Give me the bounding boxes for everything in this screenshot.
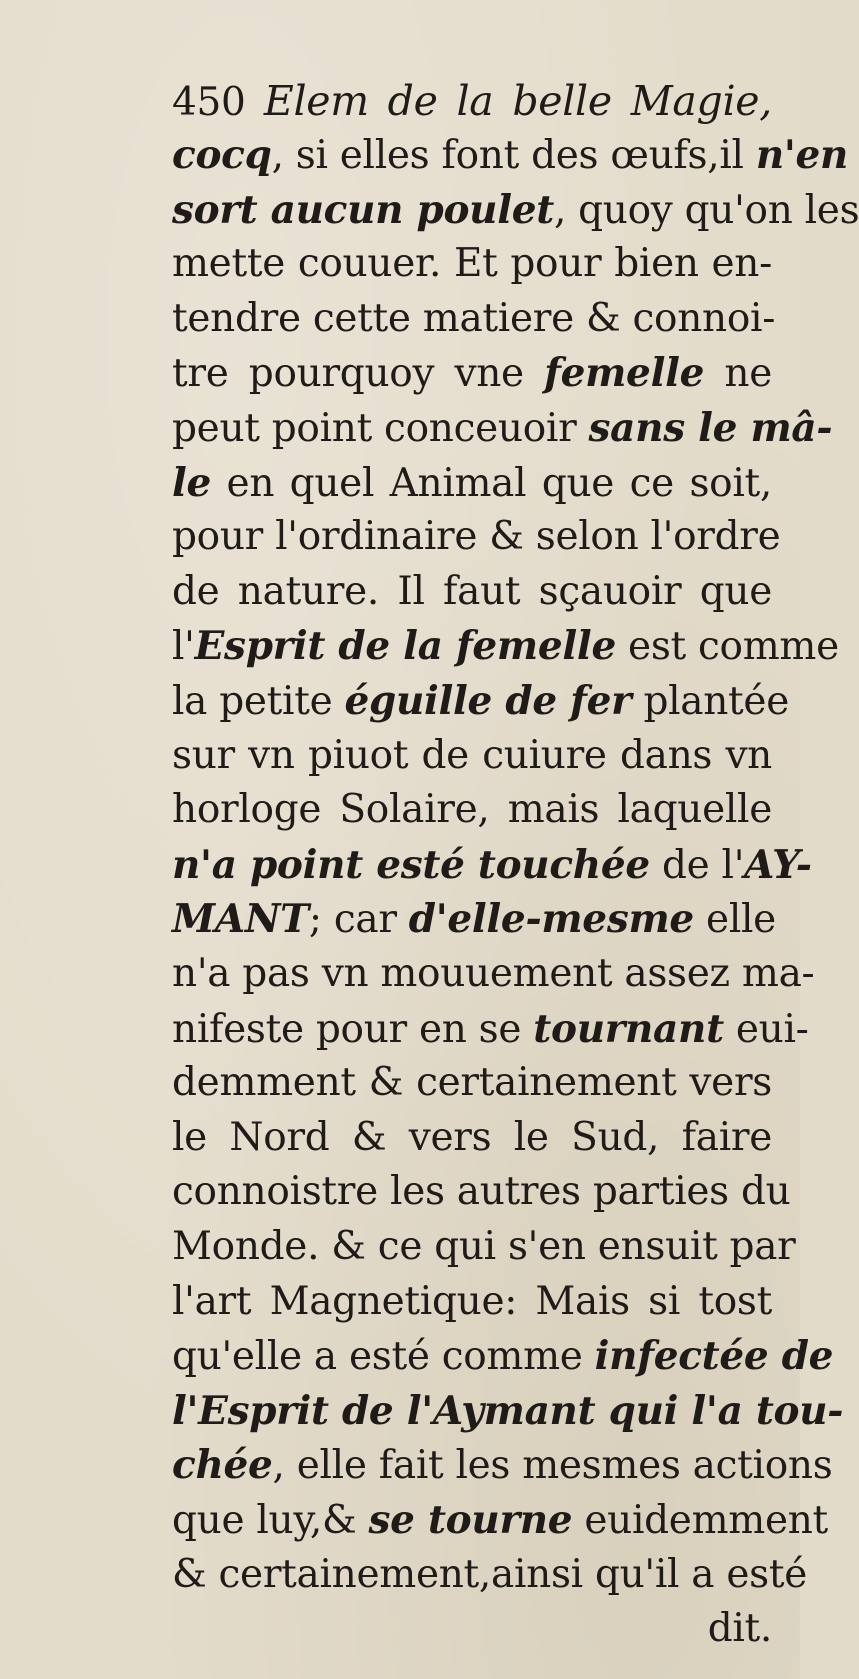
text-segment: peut point conceuoir [172,406,589,451]
page-number: 450 [172,80,246,125]
text-segment: la petite [172,679,345,724]
page-header [172,72,772,130]
text-segment: , elle fait les mesmes actions [272,1443,833,1489]
text-segment: de nature. Il faut sçauoir que [172,568,772,614]
text-segment: , quoy qu'on les [553,187,859,233]
italic-segment: n'en [755,132,849,178]
text-segment: demment & certainement vers [172,1060,772,1106]
text-line [172,1109,772,1167]
text-segment: de l' [649,842,745,888]
text-line [172,1546,807,1604]
text-line [172,126,849,184]
running-title: Elem de la belle Magie, [263,77,772,125]
text-line [172,672,789,730]
italic-segment: cocq [172,132,272,178]
text-segment: mette couuer. Et pour bien en- [172,241,772,287]
italic-segment: se tourne [368,1497,573,1543]
text-segment: eui- [723,1006,809,1052]
text-segment: sur vn piuot de cuiure dans vn [172,732,772,778]
italic-segment: AY- [744,841,812,888]
text-segment: & certainement,ainsi qu'il a esté [172,1551,807,1597]
text-segment: euidemment [572,1498,828,1543]
italic-segment: Esprit de la femelle [194,623,616,670]
text-segment: qu'elle a esté comme [172,1334,595,1380]
text-line [172,1218,796,1276]
italic-segment: tournant [533,1005,724,1052]
text-line [172,1327,834,1385]
italic-segment: éguille de fer [344,678,632,724]
text-line [172,290,776,348]
text-segment: n'a pas vn mouuement assez ma- [172,951,815,996]
text-segment: connoistre les autres parties du [172,1169,791,1215]
text-segment: que luy,& [172,1498,369,1543]
text-line [172,1273,772,1331]
text-segment: ne [704,351,772,397]
text-line [172,399,833,457]
text-line [172,727,772,785]
text-line [172,454,772,512]
text-line [172,945,815,1003]
text-line [172,1491,828,1549]
text-segment: l'art Magnetique: Mais si tost [172,1278,772,1324]
text-segment: le Nord & vers le Sud, faire [172,1114,772,1160]
text-line [172,1436,833,1494]
text-segment: plantée [631,679,789,724]
text-line [172,563,772,621]
text-segment: nifeste pour en se [172,1006,534,1052]
italic-segment: l'Esprit de l'Aymant qui l'a tou- [172,1387,844,1434]
italic-segment: le [172,459,212,506]
text-line [172,617,839,675]
text-segment: en quel Animal que ce soit, [211,460,772,506]
text-segment: dit. [707,1606,772,1652]
text-line [172,1054,772,1112]
text-line [172,235,772,293]
text-line [172,181,859,239]
text-line [172,1382,844,1440]
italic-segment: sort aucun poulet [172,186,554,233]
text-line [172,890,776,948]
italic-segment: d'elle-mesme [408,896,694,943]
text-line [172,1163,791,1221]
italic-segment: femelle [544,350,705,397]
text-segment: , si elles font des œufs,il [271,133,756,178]
text-segment: Monde. & ce qui s'en ensuit par [172,1224,796,1269]
text-segment: est comme [615,624,839,670]
italic-segment: infectée de [594,1333,834,1380]
text-line [172,1600,772,1658]
text-segment: pour l'ordinaire & selon l'ordre [172,514,781,560]
text-segment: elle [693,897,776,943]
text-line [172,344,772,402]
text-segment: l' [172,624,195,670]
text-segment: horloge Solaire, mais laquelle [172,787,772,833]
italic-segment: sans le mâ- [588,405,833,451]
text-line [172,836,812,894]
text-segment: tre pourquoy vne [172,351,545,397]
text-segment: tendre cette matiere & connoi- [172,295,776,341]
text-segment: ; car [308,897,409,943]
text-line [172,781,772,839]
text-line [172,508,781,566]
text-line [172,1000,809,1058]
italic-segment: n'a point esté touchée [172,841,650,888]
italic-segment: MANT [172,896,309,943]
italic-segment: chée [172,1442,273,1489]
